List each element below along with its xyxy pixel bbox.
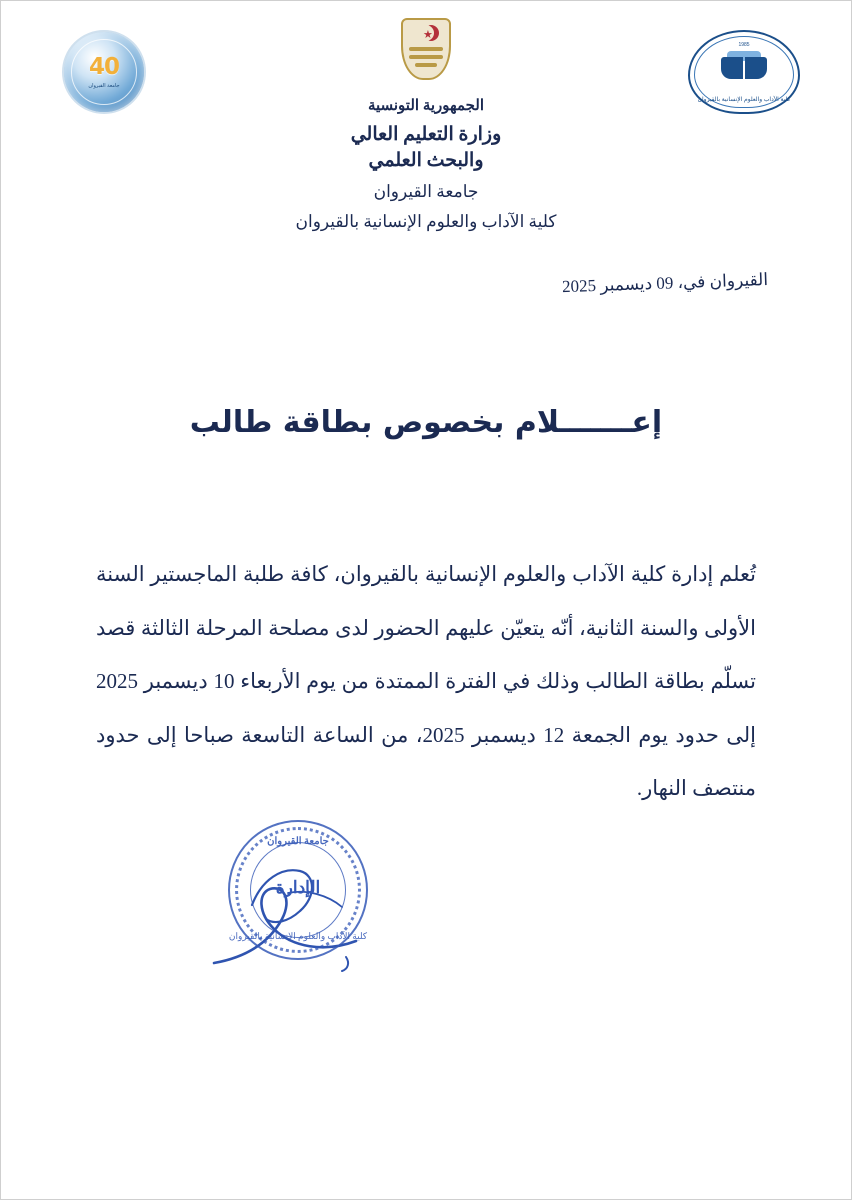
emblem-bar-2 <box>409 55 443 59</box>
anniversary-number: 40 <box>88 54 119 80</box>
faculty-logo-caption: كلية الآداب والعلوم الإنسانية بالقيروان <box>697 97 791 103</box>
faculty-logo-year: 1985 <box>738 42 750 48</box>
tunisia-national-emblem <box>401 18 451 80</box>
page-title: إعـــــــلام بخصوص بطاقة طالب <box>189 405 663 440</box>
official-stamp <box>228 820 368 960</box>
open-book-icon <box>721 57 767 79</box>
header-republic: الجمهورية التونسية <box>367 98 485 114</box>
stamp-bottom-text: كلية الآداب والعلوم الإنسانية بالقيروان <box>228 931 368 941</box>
anniversary-caption: جامعة القيروان <box>88 83 120 89</box>
dateline: القيروان في، 09 ديسمبر 2025 <box>561 270 769 297</box>
body-paragraph: تُعلم إدارة كلية الآداب والعلوم الإنسانية بالقيروان، كافة طلبة الماجستير السنة الأولى والسنة الثانية، أنّه يتعيّن عليهم الحضور لدى مصلحة المرحلة الثالثة قصد تسلّم بطاقة الطالب وذلك في الفترة الممتدة من يوم الأربعاء 10 ديسمبر 2025 إلى حدود يوم الجمعة 12 ديسمبر 2025، من الساعة التاسعة صباحا إلى حدود منتصف النهار. <box>96 562 756 801</box>
emblem-bar-1 <box>409 47 443 51</box>
stamp-center-text: الإدارة <box>275 878 321 897</box>
header-university: جامعة القيروان <box>373 182 479 201</box>
stamp-top-text: جامعة القيروان <box>267 836 329 847</box>
star-icon: ★ <box>423 29 433 41</box>
emblem-bar-3 <box>415 63 437 67</box>
header-faculty: كلية الآداب والعلوم الإنسانية بالقيروان <box>295 212 557 231</box>
header-ministry: وزارة التعليم العالي والبحث العلمي <box>350 124 502 171</box>
